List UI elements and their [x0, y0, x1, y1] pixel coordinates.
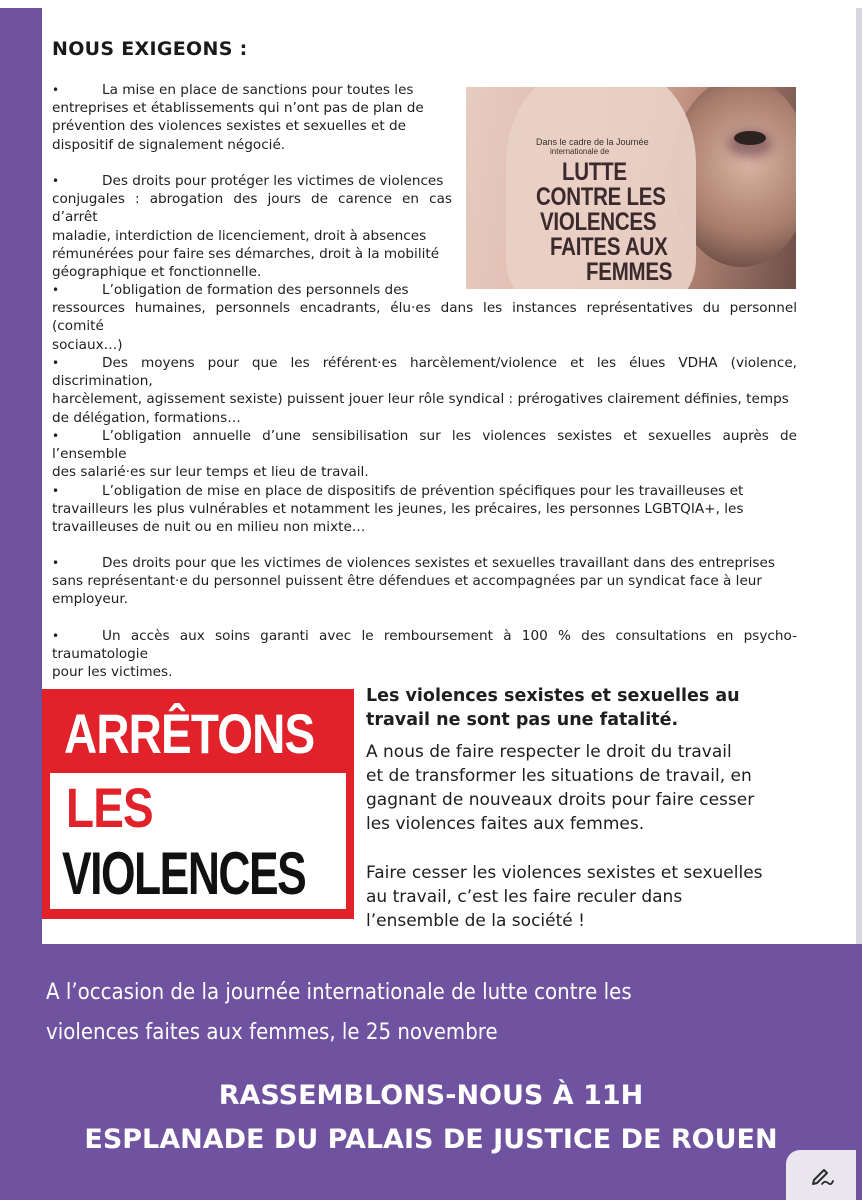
- demand-text: ressources humaines, personnels encadrants, élu·es dans les instances représentatives du personnel (comité: [52, 300, 797, 335]
- demand-item-1: [52, 81, 452, 154]
- demand-text: employeur.: [52, 591, 129, 608]
- demand-text: rémunérées pour faire ses démarches, droit à la mobilité: [52, 245, 440, 262]
- poster-title-line: LUTTE: [562, 158, 627, 186]
- demand-text: géographique et fonctionnelle.: [52, 264, 262, 281]
- conclusion-bold-line: travail ne sont pas une fatalité.: [366, 710, 679, 730]
- demand-text: maladie, interdiction de licenciement, droit à absences: [52, 227, 427, 244]
- bullet: •: [52, 629, 60, 643]
- page-title: NOUS EXIGEONS :: [52, 38, 248, 60]
- lutte-poster-image: [466, 87, 796, 289]
- bullet: •: [52, 429, 60, 443]
- bullet: •: [52, 556, 60, 570]
- demand-text: dispositif de signalement négocié.: [52, 136, 286, 153]
- demand-text: harcèlement, agissement sexiste) puissent jouer leur rôle syndical : prérogatives clairement définies, temps: [52, 391, 789, 408]
- demand-text: de délégation, formations…: [52, 409, 241, 426]
- demand-text: sociaux…): [52, 336, 123, 353]
- logo-word-les: LES: [66, 776, 153, 839]
- event-intro-line: violences faites aux femmes, le 25 novembre: [46, 1020, 498, 1045]
- demand-text: L’obligation annuelle d’une sensibilisation sur les violences sexistes et sexuelles auprès de l’ensemble: [52, 428, 797, 463]
- demand-text: Des moyens pour que les référent·es harcèlement/violence et les élues VDHA (violence, discrimination,: [52, 355, 797, 390]
- demand-text: pour les victimes.: [52, 664, 173, 681]
- conclusion-text: et de transformer les situations de travail, en: [366, 766, 752, 786]
- demand-text: sans représentant·e du personnel puissent être défendues et accompagnées par un syndicat face à leur: [52, 573, 763, 590]
- conclusion-text: Faire cesser les violences sexistes et sexuelles: [366, 863, 763, 883]
- bullet: •: [52, 83, 60, 97]
- demand-text: travailleuses de nuit ou en milieu non mixte…: [52, 519, 366, 536]
- conclusion-text: l’ensemble de la société !: [366, 911, 585, 931]
- demand-text: des salarié·es sur leur temps et lieu de travail.: [52, 464, 369, 481]
- poster-title-line: VIOLENCES: [540, 208, 657, 236]
- demand-text: travailleurs les plus vulnérables et notamment les jeunes, les précaires, les personnes LGBTQIA+, les: [52, 501, 744, 518]
- bullet: •: [52, 174, 60, 188]
- poster-title-line: CONTRE LES: [536, 183, 666, 211]
- demand-item-8: [52, 627, 797, 682]
- top-strip: [0, 0, 862, 8]
- poster-title-line: FEMMES: [586, 258, 673, 286]
- logo-white-panel: [50, 773, 346, 909]
- demand-text: prévention des violences sexistes et sexuelles et de: [52, 118, 406, 135]
- logo-word-arretons: ARRÊTONS: [64, 702, 315, 765]
- right-margin: [856, 8, 862, 948]
- demand-text: conjugales : abrogation des jours de carence en cas d’arrêt: [52, 191, 452, 226]
- demand-item-7: [52, 554, 797, 609]
- conclusion-text: au travail, c’est les faire reculer dans: [366, 887, 683, 907]
- demand-text: La mise en place de sanctions pour toutes les: [102, 82, 414, 98]
- demand-text: L’obligation de mise en place de dispositifs de prévention spécifiques pour les travailleuses et: [102, 483, 744, 499]
- event-intro-line: A l’occasion de la journée internationale de lutte contre les: [46, 980, 632, 1005]
- demand-item-6: [52, 482, 797, 537]
- bullet: •: [52, 356, 60, 370]
- demand-text: Des droits pour que les victimes de violences sexistes et sexuelles travaillant dans des entreprises: [102, 555, 775, 571]
- arretons-logo: [42, 689, 354, 919]
- conclusion-text: les violences faites aux femmes.: [366, 814, 645, 834]
- pen-squiggle-icon: [808, 1162, 834, 1188]
- conclusion-bold-line: Les violences sexistes et sexuelles au: [366, 686, 740, 706]
- bullet: •: [52, 484, 60, 498]
- demand-text: L’obligation de formation des personnels des: [102, 282, 409, 298]
- event-banner: [0, 944, 862, 1200]
- poster-title-line: FAITES AUX: [550, 233, 668, 261]
- bullet: •: [52, 283, 60, 297]
- demand-item-4: [52, 354, 797, 427]
- poster-small-text: internationale de: [550, 147, 610, 156]
- document-page: [42, 8, 856, 944]
- demand-text: entreprises et établissements qui n’ont pas de plan de: [52, 100, 424, 117]
- conclusion-text: A nous de faire respecter le droit du travail: [366, 742, 732, 762]
- edit-button[interactable]: [786, 1150, 856, 1200]
- demand-item-2: [52, 172, 452, 281]
- logo-word-violences: VIOLENCES: [62, 840, 306, 907]
- conclusion-text: gagnant de nouveaux droits pour faire cesser: [366, 790, 755, 810]
- demand-item-3: [52, 281, 797, 354]
- demand-text: Des droits pour protéger les victimes de violences: [102, 173, 444, 189]
- event-call-to-action: RASSEMBLONS-NOUS À 11H: [218, 1080, 644, 1111]
- demand-text: Un accès aux soins garanti avec le remboursement à 100 % des consultations en psycho- traumatologie: [52, 628, 797, 663]
- demand-item-5: [52, 427, 797, 482]
- poster-small-text: Dans le cadre de la Journée: [536, 137, 649, 147]
- event-location: ESPLANADE DU PALAIS DE JUSTICE DE ROUEN: [84, 1124, 778, 1155]
